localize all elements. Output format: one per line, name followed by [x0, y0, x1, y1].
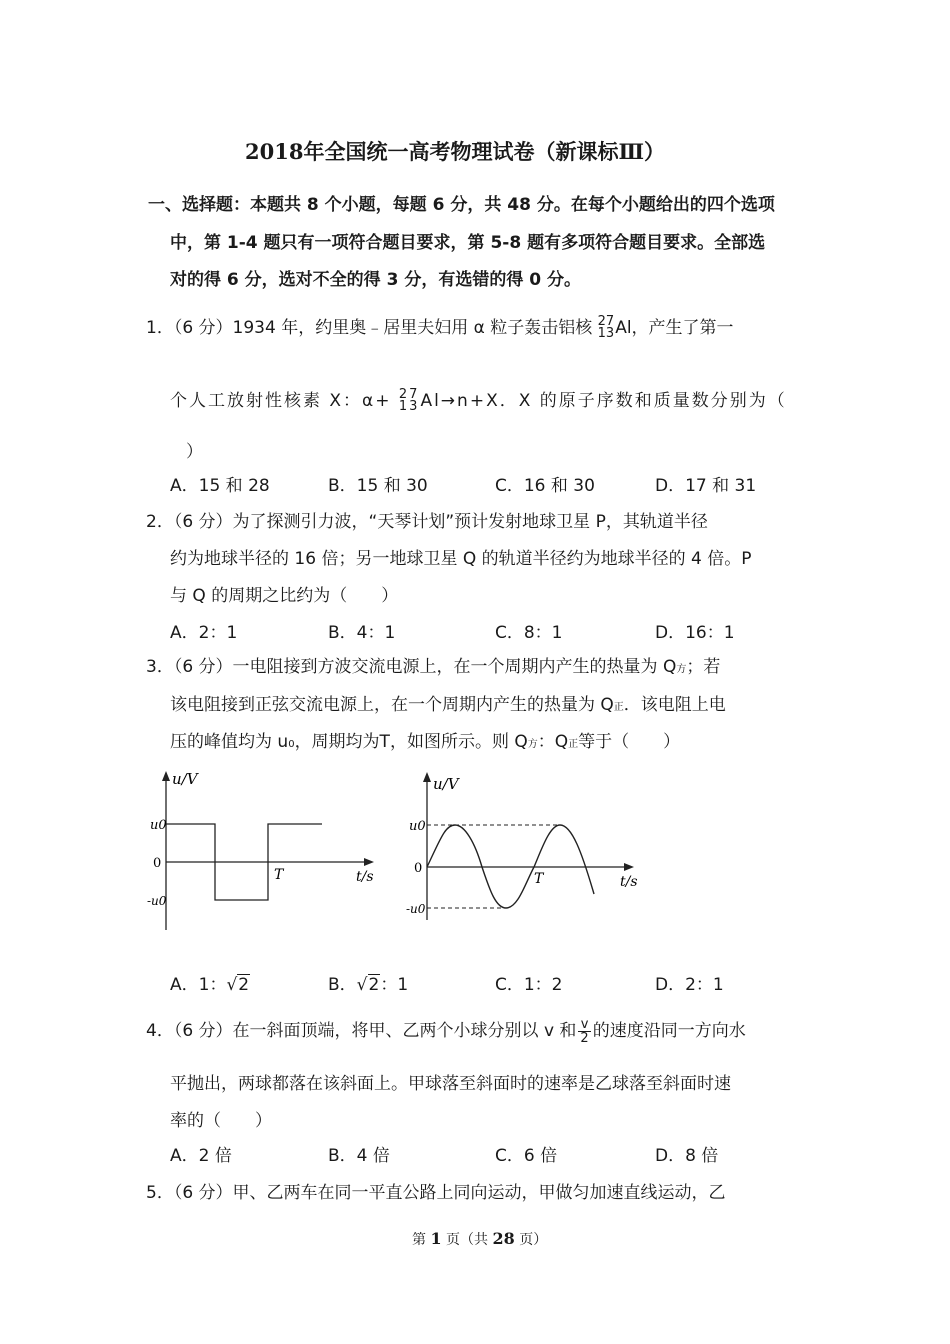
origin-label: 0: [153, 856, 162, 871]
x-axis-label: t/s: [356, 869, 374, 885]
mass-number: 27: [597, 314, 615, 329]
page-title: 2018年全国统一高考物理试卷（新课标Ⅲ）: [245, 139, 666, 164]
question-3-line-3-mid: ，周期均为T，如图所示。则 Q: [294, 732, 528, 752]
element-symbol: Al: [615, 318, 632, 338]
neg-u0-label: -u0: [147, 894, 167, 908]
atomic-number: 13: [597, 326, 615, 341]
y-axis-label: u/V: [433, 775, 459, 793]
period-label: T: [274, 867, 284, 883]
question-3-text-end: ；若: [686, 657, 721, 677]
radicand: 2: [368, 975, 380, 995]
question-2-line-2: 约为地球半径的 16 倍；另一地球卫星 Q 的轨道半径约为地球半径的 4 倍。P: [170, 549, 752, 569]
question-5-line-1: [146, 1178, 726, 1203]
q4-option-b: B．4 倍: [328, 1146, 390, 1166]
question-3-line-1: [146, 652, 720, 677]
x-axis-arrow-icon: [624, 863, 634, 871]
q3-option-d: D．2：1: [655, 975, 724, 995]
radicand: 2: [238, 975, 250, 995]
subscript-zheng: 正: [568, 739, 579, 750]
q2-option-c: C．8：1: [495, 623, 563, 643]
question-4-text: （6 分）在一斜面顶端，将甲、乙两个小球分别以 v 和: [173, 1021, 577, 1041]
q2-option-b: B．4：1: [328, 623, 396, 643]
aluminum-nuclide: [598, 316, 615, 340]
q3-option-a: [170, 970, 250, 995]
y-axis-arrow-icon: [423, 772, 431, 782]
question-3-line-2-text: 该电阻接到正弦交流电源上，在一个周期内产生的热量为 Q: [170, 695, 614, 715]
q4-option-d: D．8 倍: [655, 1146, 719, 1166]
origin-label: 0: [414, 861, 423, 876]
section-header-line-2: 中，第 1-4 题只有一项符合题目要求，第 5-8 题有多项符合题目要求。全部选: [170, 233, 766, 253]
atomic-number: 13: [398, 399, 420, 414]
page-footer: [412, 1229, 547, 1249]
question-4-line-3: 率的（ ）: [170, 1111, 272, 1131]
question-4-text-end: 的速度沿同一方向水: [592, 1021, 746, 1041]
question-1-text-end: ，产生了第一: [631, 318, 734, 338]
question-number: 4．: [146, 1021, 174, 1041]
question-5-text: （6 分）甲、乙两车在同一平直公路上同向运动，甲做匀加速直线运动，乙: [173, 1183, 726, 1203]
section-header-line-3: 对的得 6 分，选对不全的得 3 分，有选错的得 0 分。: [170, 270, 581, 290]
question-1-text: （6 分）1934 年，约里奥﹣居里夫妇用 α 粒子轰击铝核: [173, 318, 593, 338]
question-1-line-1: [146, 313, 734, 340]
subscript-fang: 方: [527, 739, 538, 750]
question-1-line-3: ）: [186, 442, 203, 462]
subscript-zero: 0: [288, 739, 295, 750]
q1-option-c: C．16 和 30: [495, 476, 595, 496]
subscript-fang: 方: [676, 664, 687, 675]
page-number: 1: [430, 1229, 442, 1248]
section-header-line-1: 一、选择题：本题共 8 个小题，每题 6 分，共 48 分。在每个小题给出的四个选项: [148, 195, 775, 215]
question-3-text: （6 分）一电阻接到方波交流电源上，在一个周期内产生的热量为 Q: [173, 657, 677, 677]
question-3-line-2-end: ．该电阻上电: [623, 695, 726, 715]
question-2-text: （6 分）为了探测引力波，“天琴计划”预计发射地球卫星 P，其轨道半径: [173, 512, 708, 532]
question-4-line-2: 平抛出，两球都落在该斜面上。甲球落至斜面时的速率是乙球落至斜面时速: [170, 1074, 731, 1094]
reaction-text-start: 个人工放射性核素 X：α+: [170, 391, 392, 411]
q4-option-a: A．2 倍: [170, 1146, 232, 1166]
footer-text: 页（共: [441, 1232, 493, 1248]
mass-number: 27: [398, 387, 420, 402]
u0-label: u0: [409, 819, 426, 834]
q1-option-b: B．15 和 30: [328, 476, 428, 496]
question-2-line-1: [146, 507, 708, 532]
question-3-line-2: [170, 690, 726, 715]
q1-option-a: A．15 和 28: [170, 476, 270, 496]
y-axis-label: u/V: [172, 770, 198, 788]
fraction-numerator: v: [578, 1018, 590, 1032]
question-1-line-2: [170, 386, 787, 413]
question-3-line-3-end: 等于（ ）: [578, 732, 681, 752]
option-b-text-end: ：1: [380, 975, 409, 995]
sqrt-two: √2: [356, 975, 380, 995]
question-2-line-3: 与 Q 的周期之比约为（ ）: [170, 586, 399, 606]
option-b-text: B．: [328, 975, 357, 995]
q2-option-d: D．16：1: [655, 623, 735, 643]
q1-option-d: D．17 和 31: [655, 476, 757, 496]
q3-option-b: [328, 970, 408, 995]
question-3-line-3-text: 压的峰值均为 u: [170, 732, 289, 752]
question-number: 2．: [146, 512, 174, 532]
aluminum-nuclide-2: [399, 389, 420, 413]
question-number: 1．: [146, 318, 174, 338]
v-over-2-fraction: [578, 1018, 590, 1045]
q4-option-c: C．6 倍: [495, 1146, 558, 1166]
question-3-line-3: [170, 727, 680, 752]
neg-u0-label: -u0: [406, 902, 426, 916]
question-number: 3．: [146, 657, 174, 677]
u0-label: u0: [150, 818, 167, 833]
total-pages: 28: [492, 1229, 515, 1248]
period-label: T: [534, 871, 544, 887]
footer-text: 页）: [514, 1232, 548, 1248]
square-wave-graph: [140, 768, 390, 938]
sqrt-two: √2: [226, 975, 250, 995]
q2-option-a: A．2：1: [170, 623, 238, 643]
sine-wave-graph: [400, 768, 650, 928]
x-axis-label: t/s: [620, 874, 638, 890]
subscript-zheng: 正: [613, 702, 624, 713]
question-number: 5．: [146, 1183, 174, 1203]
fraction-denominator: 2: [580, 1030, 589, 1046]
reaction-text-end: Al→n+X．X 的原子序数和质量数分别为（: [420, 391, 787, 411]
q3-option-c: C．1：2: [495, 975, 563, 995]
question-3-line-3-sep: ：Q: [537, 732, 569, 752]
option-a-text: A．1：: [170, 975, 227, 995]
y-axis-arrow-icon: [162, 771, 170, 781]
question-4-line-1: [146, 1016, 746, 1045]
x-axis-arrow-icon: [364, 858, 374, 866]
footer-text: 第: [412, 1232, 431, 1248]
